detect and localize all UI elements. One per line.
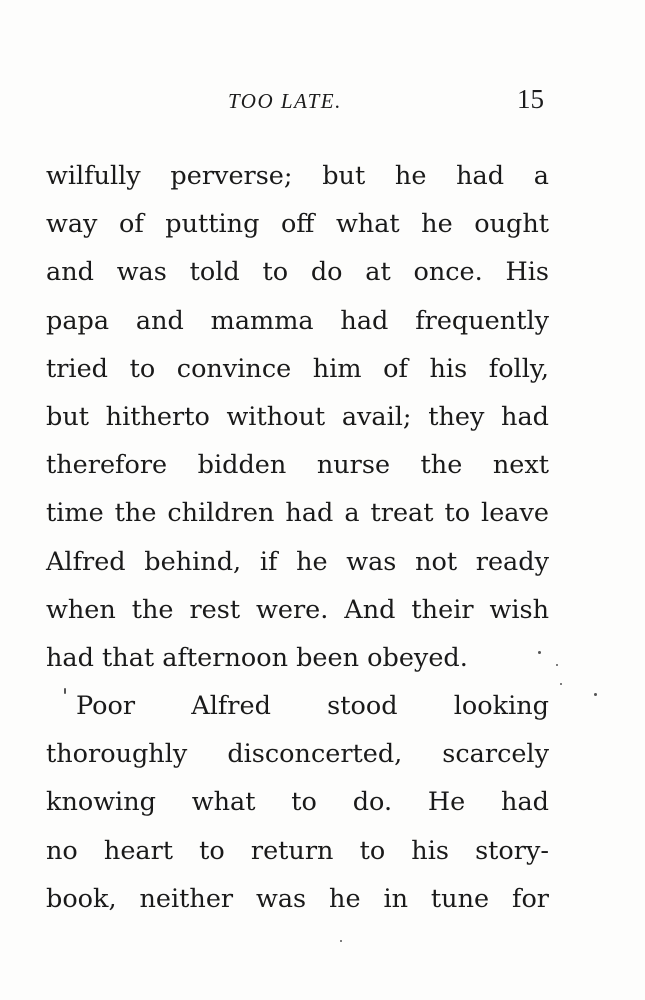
text-line: had that afternoon been obeyed. [46, 642, 468, 673]
text-line: thoroughly disconcerted, scarcely [46, 739, 549, 770]
text-line: papa and mamma had frequently [46, 305, 549, 336]
running-title: TOO LATE. [228, 89, 342, 113]
text-line: tried to convince him of his folly, [46, 353, 549, 384]
text-line: book, neither was he in tune for [46, 883, 549, 914]
text-line: Alfred behind, if he was not ready [46, 546, 549, 577]
page-number: 15 [517, 84, 544, 114]
print-speck [560, 683, 562, 685]
text-line: but hitherto without avail; they had [46, 401, 549, 432]
print-speck [538, 651, 541, 654]
text-line: and was told to do at once. His [46, 257, 549, 288]
text-line: knowing what to do. He had [46, 787, 549, 818]
print-speck [594, 693, 597, 696]
text-line: therefore bidden nurse the next [46, 450, 549, 481]
text-line: wilfully perverse; but he had a [46, 161, 549, 191]
text-line: time the children had a treat to leave [46, 498, 549, 529]
print-speck [556, 664, 558, 666]
body-text [46, 152, 549, 923]
print-speck [340, 940, 342, 942]
text-line: no heart to return to his story- [46, 835, 549, 866]
text-line: when the rest were. And their wish [46, 594, 549, 625]
text-line: Poor Alfred stood looking [76, 691, 549, 722]
print-speck [64, 688, 66, 694]
text-line: way of putting off what he ought [46, 209, 549, 240]
